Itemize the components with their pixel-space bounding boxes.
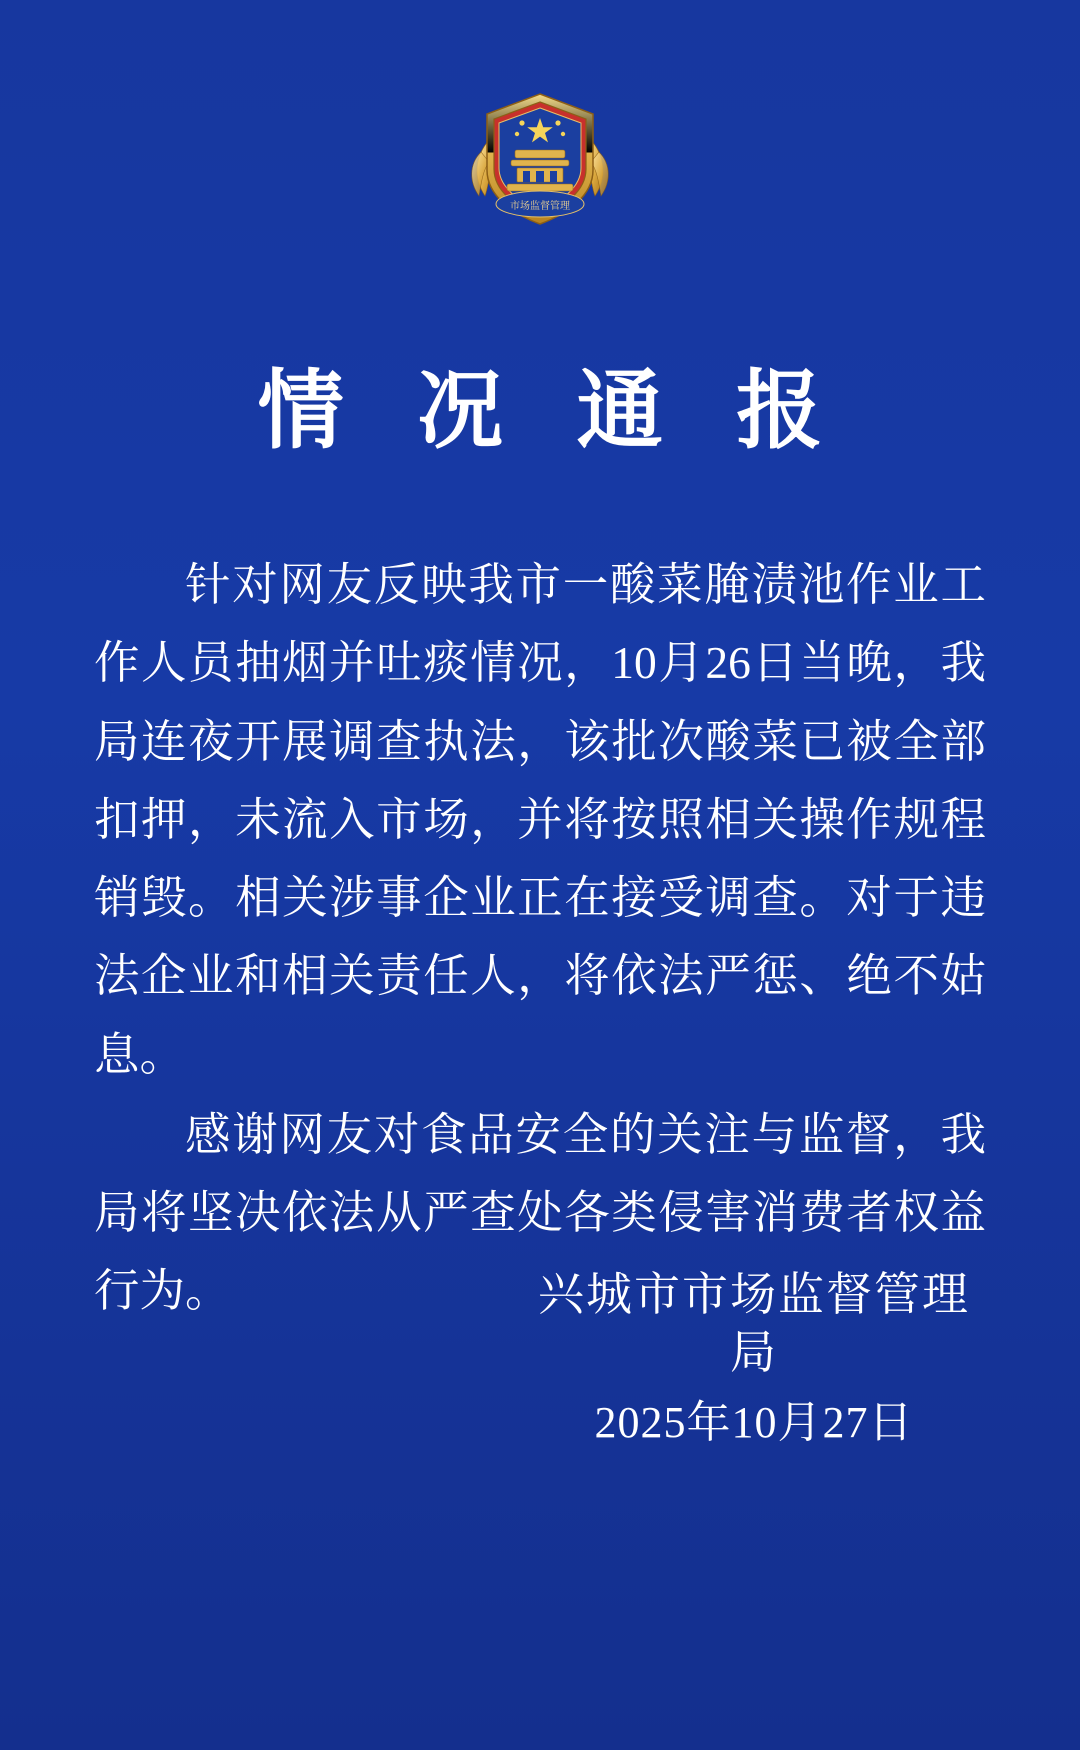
- signature-block: [524, 1266, 984, 1450]
- signature-area: [0, 1190, 1080, 1450]
- emblem-banner-text: 市场监督管理: [510, 201, 570, 212]
- notice-paragraph-2: 感谢网友对食品安全的关注与监督，我局将坚决依法从严查处各类侵害消费者权益行为。: [94, 1108, 986, 1317]
- issue-date: 2025年10月27日: [594, 1398, 914, 1447]
- page-title: 情 况 通 报: [257, 363, 849, 459]
- government-emblem: [455, 78, 625, 238]
- issuing-organization: 兴城市市场监督管理局: [538, 1269, 970, 1378]
- notice-paragraph-1: 针对网友反映我市一酸菜腌渍池作业工作人员抽烟并吐痰情况，10月26日当晚，我局连夜开展调查执法，该批次酸菜已被全部扣押，未流入市场，并将按照相关操作规程销毁。相关涉事企业正在接受调查。对于违法企业和相关责任人，将依法严惩、绝不姑息。: [94, 559, 986, 1080]
